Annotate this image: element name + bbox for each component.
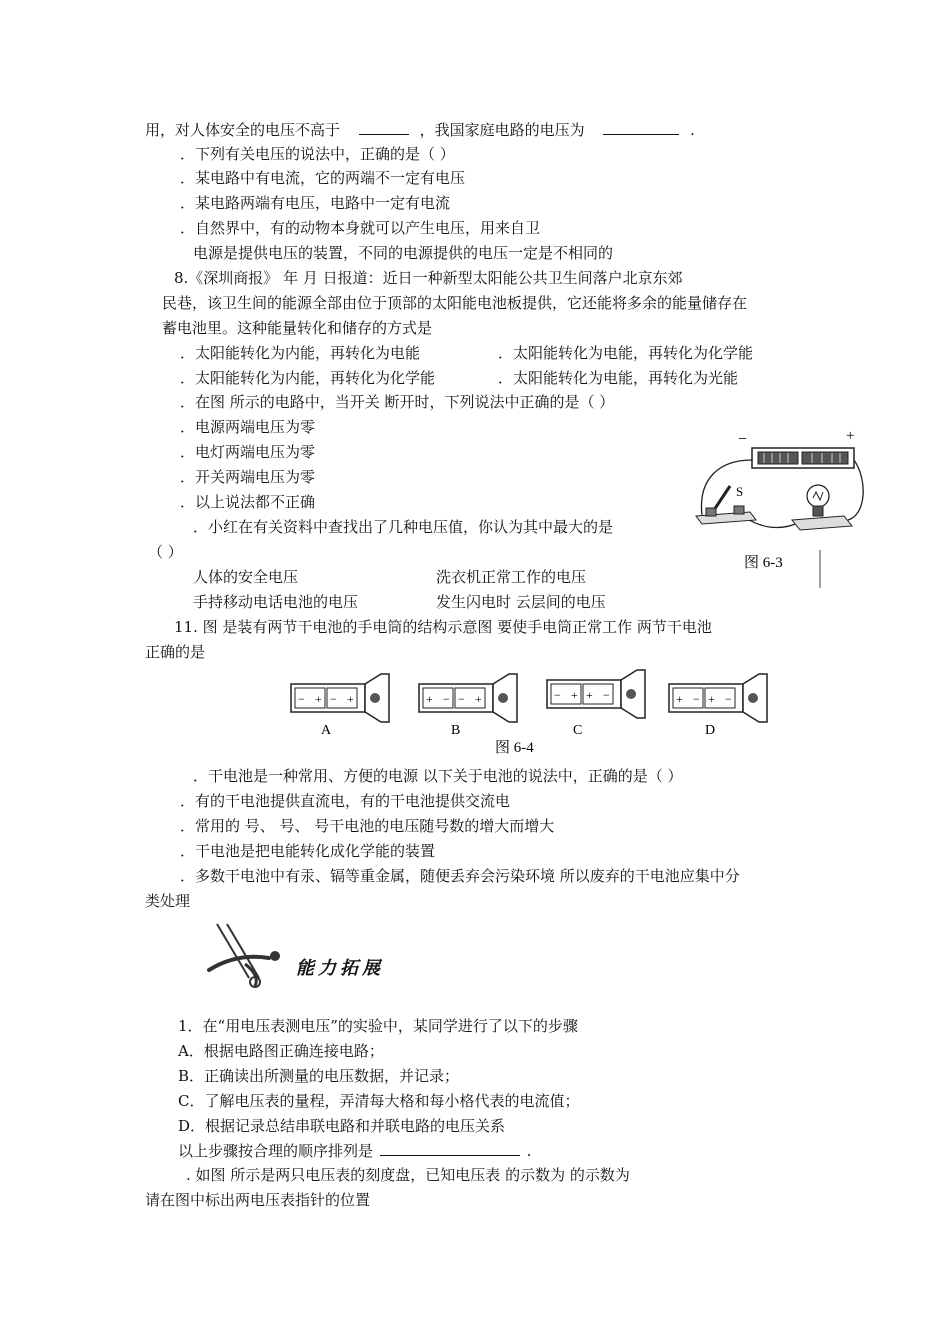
- section-title: 能力拓展: [296, 958, 384, 979]
- ext-q1-order-end: .: [526, 1142, 532, 1160]
- wire-right: [848, 460, 863, 520]
- q-prev-text-b: ，我国家庭电路的电压为: [419, 121, 585, 139]
- ext-q1-order-text: 以上步骤按合理的顺序排列是: [178, 1142, 374, 1160]
- q8-option-a: ．太阳能转化为内能，再转化为电能: [180, 344, 421, 362]
- q-prev-line: [145, 120, 695, 139]
- svg-text:+: +: [708, 692, 715, 706]
- q10-option-3: 手持移动电话电池的电压: [193, 593, 359, 611]
- ext-q1-step-b: B．正确读出所测量的电压数据，并记录；: [178, 1067, 460, 1085]
- q9-option-3: ．开关两端电压为零: [180, 468, 316, 486]
- q7-option-2: ．某电路两端有电压，电路中一定有电流: [180, 194, 451, 212]
- q10-stem: ．小红在有关资料中查找出了几种电压值，你认为其中最大的是: [193, 518, 614, 536]
- svg-text:+: +: [315, 692, 322, 706]
- svg-text:−: −: [298, 692, 305, 706]
- flashlight-b-label: B: [451, 723, 461, 738]
- q7-option-3: ．自然界中，有的动物本身就可以产生电压，用来自卫: [180, 219, 541, 237]
- battery-minus-sign: −: [738, 431, 748, 448]
- gymnast-banner-icon: [205, 920, 295, 992]
- q8-line-3: 蓄电池里。这种能量转化和储存的方式是: [162, 319, 433, 337]
- q12-option-1: ．有的干电池提供直流电，有的干电池提供交流电: [180, 792, 511, 810]
- svg-text:−: −: [554, 688, 561, 702]
- ext-q1-step-c: C．了解电压表的量程，弄清每大格和每小格代表的电流值；: [178, 1092, 580, 1110]
- flashlight-a-label: A: [321, 723, 332, 738]
- q12-option-4: ．多数干电池中有汞、镉等重金属，随便丢弃会污染环境 所以废弃的干电池应集中分: [180, 867, 740, 885]
- switch-base: [696, 512, 756, 524]
- svg-text:+: +: [475, 692, 482, 706]
- q7-stem: ．下列有关电压的说法中，正确的是（ ）: [180, 145, 455, 163]
- svg-text:+: +: [586, 688, 593, 702]
- q10-option-2: 洗衣机正常工作的电压: [436, 568, 587, 586]
- battery-plus-sign: +: [846, 428, 855, 444]
- q9-option-1: ．电源两端电压为零: [180, 418, 316, 436]
- svg-text:−: −: [330, 692, 337, 706]
- flashlight-a: [291, 674, 389, 738]
- q12-option-2: ．常用的 号、 号、 号干电池的电压随号数的增大而增大: [180, 817, 555, 835]
- answer-blank-safe-voltage[interactable]: [359, 120, 409, 135]
- svg-text:−: −: [443, 692, 450, 706]
- svg-text:−: −: [693, 692, 700, 706]
- battery-cell-right: [802, 452, 848, 464]
- ext-q2-line-2: 请在图中标出两电压表指针的位置: [145, 1191, 371, 1209]
- q12-option-4-cont: 类处理: [145, 892, 191, 910]
- q7-option-4: 电源是提供电压的装置，不同的电源提供的电压一定是不相同的: [193, 244, 614, 262]
- svg-text:−: −: [603, 688, 610, 702]
- switch-label: S: [736, 484, 744, 499]
- q10-option-4: 发生闪电时 云层间的电压: [436, 593, 606, 611]
- answer-blank-home-voltage[interactable]: [603, 120, 679, 135]
- q12-stem: ．干电池是一种常用、方便的电源 以下关于电池的说法中，正确的是（ ）: [193, 767, 683, 785]
- svg-text:+: +: [676, 692, 683, 706]
- q9-option-2: ．电灯两端电压为零: [180, 443, 316, 461]
- flashlight-figure-6-4: [285, 668, 785, 758]
- ext-q1-step-d: D．根据记录总结串联电路和并联电路的电压关系: [178, 1117, 506, 1135]
- q8-option-d: ．太阳能转化为电能，再转化为光能: [498, 369, 739, 387]
- figure-6-4-caption: 图 6-4: [495, 740, 534, 756]
- q8-option-c: ．太阳能转化为内能，再转化为化学能: [180, 369, 436, 387]
- q8-line-2: 民巷，该卫生间的能源全部由位于顶部的太阳能电池板提供，它还能将多余的能量储存在: [162, 294, 748, 312]
- svg-text:−: −: [725, 692, 732, 706]
- svg-text:+: +: [571, 688, 578, 702]
- lamp-base: [792, 516, 852, 530]
- svg-text:−: −: [458, 692, 465, 706]
- svg-text:+: +: [347, 692, 354, 706]
- q9-stem: ．在图 所示的电路中，当开关 断开时，下列说法中正确的是（ ）: [180, 393, 615, 411]
- flashlight-b: [419, 674, 517, 738]
- circuit-figure-6-3: [688, 420, 868, 590]
- svg-text:+: +: [426, 692, 433, 706]
- ext-q1-order-line: [178, 1141, 531, 1160]
- q10-option-1: 人体的安全电压: [193, 568, 299, 586]
- flashlight-d-label: D: [705, 723, 716, 738]
- q8-line-1: 8.《深圳商报》 年 月 日报道：近日一种新型太阳能公共卫生间落户北京东郊: [174, 269, 683, 287]
- ext-q2-line-1: . 如图 所示是两只电压表的刻度盘，已知电压表 的示数为 的示数为: [186, 1166, 630, 1184]
- q8-option-b: ．太阳能转化为电能，再转化为化学能: [498, 344, 754, 362]
- figure-6-3-caption: 图 6-3: [744, 555, 783, 571]
- flashlight-c: [547, 670, 645, 738]
- q11-line-2: 正确的是: [145, 643, 206, 661]
- flashlight-c-label: C: [573, 723, 583, 738]
- answer-blank-step-order[interactable]: [380, 1141, 520, 1156]
- flashlight-d: [669, 674, 767, 738]
- q9-option-4: ．以上说法都不正确: [180, 493, 316, 511]
- q11-line-1: 11. 图 是装有两节干电池的手电筒的结构示意图 要使手电筒正常工作 两节干电池: [174, 618, 712, 636]
- ext-q1-step-a: A．根据电路图正确连接电路；: [178, 1042, 384, 1060]
- q-prev-text-a: 用，对人体安全的电压不高于: [145, 121, 341, 139]
- q12-option-3: ．干电池是把电能转化成化学能的装置: [180, 842, 436, 860]
- q7-option-1: ．某电路中有电流，它的两端不一定有电压: [180, 169, 466, 187]
- ext-q1-stem: 1．在“用电压表测电压”的实验中，某同学进行了以下的步骤: [178, 1017, 578, 1035]
- q10-paren: （ ）: [148, 543, 183, 561]
- q-prev-text-c: .: [690, 121, 695, 139]
